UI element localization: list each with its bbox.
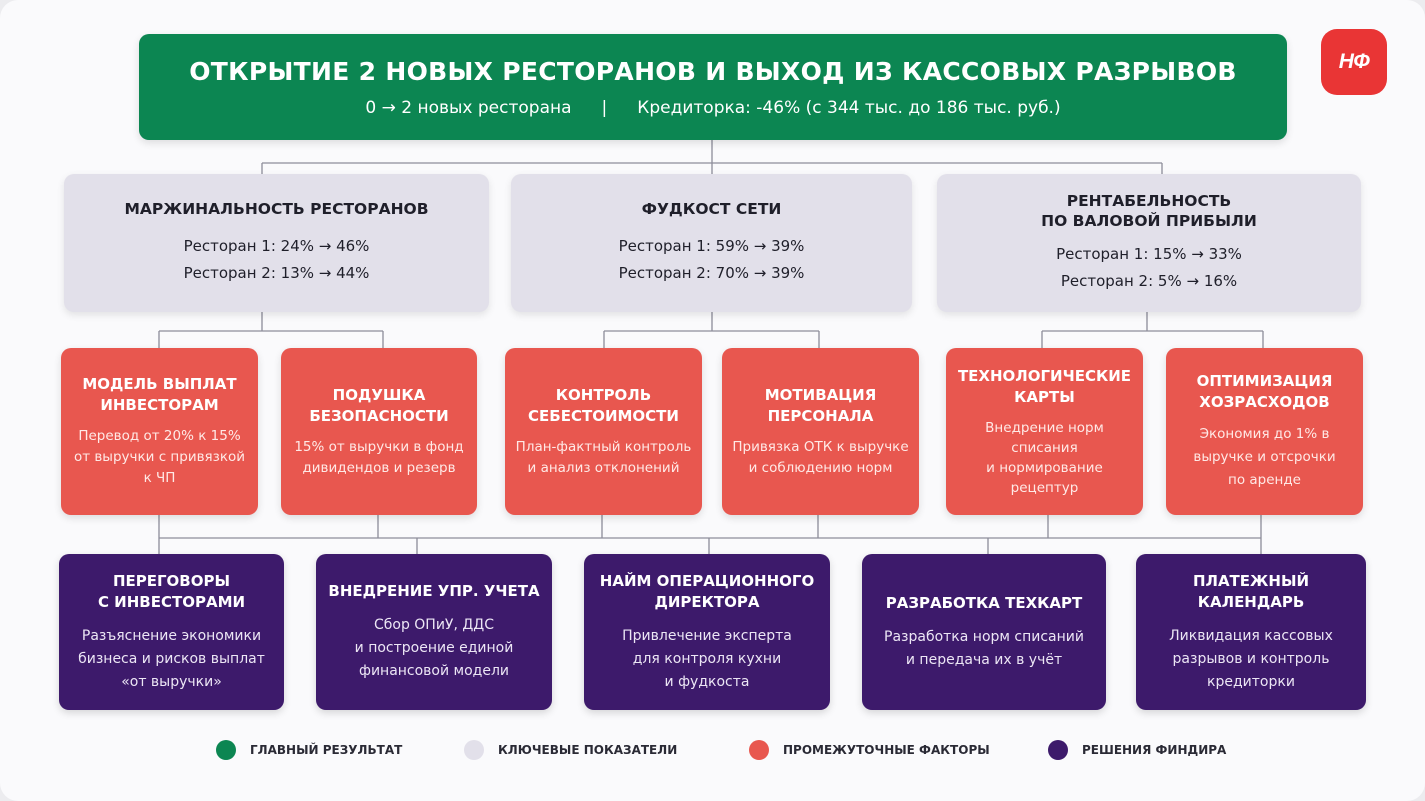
kpi-values: Ресторан 1: 24% → 46% Ресторан 2: 13% → 44%: [183, 237, 370, 282]
factor-title: ОПТИМИЗАЦИЯ ХОЗРАСХОДОВ: [1196, 372, 1333, 411]
decision-text: Разъяснение экономики бизнеса и рисков выплат «от выручки»: [78, 627, 265, 690]
main-result-title: ОТКРЫТИЕ 2 НОВЫХ РЕСТОРАНОВ И ВЫХОД ИЗ КАССОВЫХ РАЗРЫВОВ: [189, 56, 1237, 86]
decision-title: ВНЕДРЕНИЕ УПР. УЧЕТА: [328, 582, 540, 600]
factor-text: Перевод от 20% к 15% от выручки с привязкой к ЧП: [73, 428, 246, 486]
factor-text: 15% от выручки в фонд дивидендов и резерв: [294, 438, 464, 476]
legend-cfo-decisions: [1048, 740, 1226, 760]
decision-text: Разработка норм списаний и передача их в учёт: [884, 628, 1084, 668]
decision-text: Привлечение эксперта для контроля кухни и фудкоста: [622, 627, 792, 690]
subtitle-right: Кредиторка: -46% (с 344 тыс. до 186 тыс. руб.): [637, 97, 1061, 118]
factor-text: Внедрение норм списания и нормирование рецептур: [985, 419, 1104, 496]
factor-expense-optimization: [1166, 348, 1363, 515]
factor-staff-motivation: [722, 348, 919, 515]
factor-title: МОТИВАЦИЯ ПЕРСОНАЛА: [764, 385, 877, 425]
legend-dot: [216, 740, 236, 760]
legend-dot: [749, 740, 769, 760]
decision-title: ПЛАТЕЖНЫЙ КАЛЕНДАРЬ: [1192, 571, 1310, 611]
legend-intermediate-factors: [749, 740, 990, 760]
legend-label: ПРОМЕЖУТОЧНЫЕ ФАКТОРЫ: [783, 743, 990, 757]
decision-investor-negotiations: [59, 554, 284, 710]
decision-text: Сбор ОПиУ, ДДС и построение единой финансовой модели: [354, 617, 514, 679]
factor-investor-payout: [61, 348, 258, 515]
kpi-title: МАРЖИНАЛЬНОСТЬ РЕСТОРАНОВ: [124, 200, 429, 218]
decision-text: Ликвидация кассовых разрывов и контроль кредиторки: [1169, 627, 1333, 690]
decision-payment-calendar: [1136, 554, 1366, 710]
legend-label: КЛЮЧЕВЫЕ ПОКАЗАТЕЛИ: [498, 743, 678, 757]
factor-title: ТЕХНОЛОГИЧЕСКИЕ КАРТЫ: [957, 366, 1132, 406]
kpi-profitability: [937, 174, 1361, 312]
kpi-title: РЕНТАБЕЛЬНОСТЬ ПО ВАЛОВОЙ ПРИБЫЛИ: [1041, 192, 1257, 230]
kpi-values: Ресторан 1: 59% → 39% Ресторан 2: 70% → 39%: [618, 237, 805, 282]
factor-text: Привязка ОТК к выручке и соблюдению норм: [732, 438, 909, 476]
main-result-box: [139, 34, 1287, 140]
factor-title: КОНТРОЛЬ СЕБЕСТОИМОСТИ: [528, 385, 679, 425]
legend-label: ГЛАВНЫЙ РЕЗУЛЬТАТ: [250, 743, 403, 757]
factor-title: МОДЕЛЬ ВЫПЛАТ ИНВЕСТОРАМ: [82, 375, 237, 414]
factor-title: ПОДУШКА БЕЗОПАСНОСТИ: [309, 385, 449, 425]
kpi-title: ФУДКОСТ СЕТИ: [641, 200, 782, 218]
decision-title: НАЙМ ОПЕРАЦИОННОГО ДИРЕКТОРА: [599, 571, 815, 611]
kpi-values: Ресторан 1: 15% → 33% Ресторан 2: 5% → 16%: [1056, 245, 1242, 290]
factor-safety-cushion: [281, 348, 477, 515]
decision-tech-cards-development: [862, 554, 1106, 710]
kpi-margin: [64, 174, 489, 312]
main-result-subtitle: [365, 98, 1060, 118]
legend-label: РЕШЕНИЯ ФИНДИРА: [1082, 743, 1227, 757]
legend-dot: [464, 740, 484, 760]
factor-tech-cards: [946, 348, 1143, 515]
kpi-foodcost: [511, 174, 912, 312]
factor-text: Экономия до 1% в выручке и отсрочки по аренде: [1193, 426, 1336, 488]
subtitle-separator: |: [601, 97, 608, 118]
legend-key-indicators: [464, 740, 677, 760]
subtitle-left: 0 → 2 новых ресторана: [365, 97, 572, 118]
decision-title: ПЕРЕГОВОРЫ С ИНВЕСТОРАМИ: [97, 571, 246, 611]
decision-management-accounting: [316, 554, 552, 710]
factor-text: План-фактный контроль и анализ отклонений: [515, 438, 692, 476]
decision-hire-operations-director: [584, 554, 830, 710]
legend-dot: [1048, 740, 1068, 760]
legend-main-result: [216, 740, 402, 760]
nf-logo: НФ: [1321, 29, 1387, 95]
factor-cost-control: [505, 348, 702, 515]
decision-title: РАЗРАБОТКА ТЕХКАРТ: [885, 593, 1083, 612]
